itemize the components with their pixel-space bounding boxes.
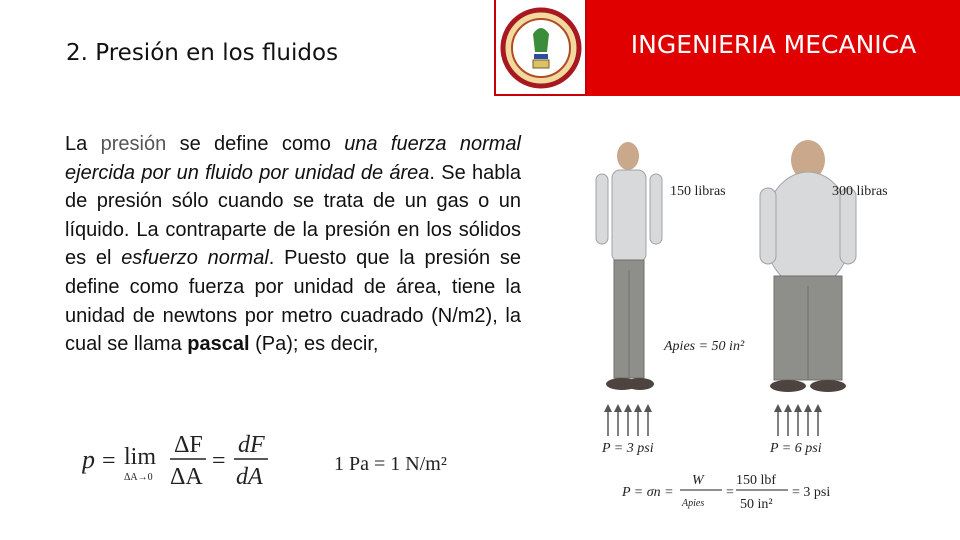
- pressure-formula: [82, 424, 482, 494]
- formula-lim-sub: ΔA→0: [124, 472, 153, 483]
- formula-p: p: [82, 445, 95, 474]
- label-300-libras: 300 libras: [832, 184, 888, 199]
- formula-lim: lim: [124, 444, 157, 470]
- heavy-man-figure: [760, 140, 856, 392]
- label-150-libras: 150 libras: [670, 184, 726, 199]
- keyword-presion: presión: [100, 133, 167, 155]
- banner-title: INGENIERIA MECANICA: [630, 30, 917, 59]
- header-banner: [587, 0, 960, 96]
- formula-unit: 1 Pa = 1 N/m²: [334, 453, 447, 475]
- formula-num2: dF: [238, 432, 265, 458]
- formula-eq2: =: [212, 448, 226, 474]
- text-run: . Puesto que la presión se define como fuerza por unidad de área, tiene la unidad de newtons por metro cuadrado (N/m2), la cual se llama: [65, 247, 521, 356]
- term-pascal: pascal: [187, 333, 250, 356]
- label-area-pies: Apies = 50 in²: [664, 339, 745, 354]
- term-esfuerzo-normal: esfuerzo normal: [121, 247, 269, 270]
- eq-w: W: [692, 473, 704, 488]
- university-seal-icon: [500, 4, 582, 90]
- text-run: La: [65, 133, 101, 155]
- slide-title: 2. Presión en los fluidos: [66, 40, 339, 66]
- eq-eq: =: [726, 485, 734, 500]
- thin-man-figure: [596, 142, 662, 390]
- label-p-3psi: P = 3 psi: [602, 441, 654, 456]
- body-paragraph: [65, 130, 521, 359]
- eq-res: = 3 psi: [792, 485, 831, 500]
- definition-phrase: una fuerza normal ejercida por un fluido por unidad de área: [65, 133, 521, 184]
- formula-num1: ΔF: [174, 432, 203, 458]
- pressure-arrows-right: [778, 410, 818, 436]
- eq-num: 150 lbf: [736, 473, 777, 488]
- formula-den2: dA: [236, 464, 263, 490]
- text-run: . Se habla de presión sólo cuando se trata de un gas o un líquido. La contraparte de la presión en los sólidos es el: [65, 161, 521, 270]
- arrowheads: [604, 404, 822, 412]
- label-p-6psi: P = 6 psi: [770, 441, 822, 456]
- university-logo: [494, 0, 587, 96]
- eq-den: 50 in²: [740, 497, 773, 512]
- pressure-arrows-left: [608, 410, 648, 436]
- formula-eq1: =: [102, 448, 116, 474]
- text-run: se define como: [166, 133, 345, 155]
- pressure-illustration: [586, 140, 946, 520]
- text-run: (Pa); es decir,: [249, 333, 379, 356]
- eq-lhs: P = σn =: [622, 485, 674, 500]
- eq-a: Apies: [682, 498, 705, 509]
- formula-den1: ΔA: [170, 464, 203, 490]
- stress-equation: [621, 473, 830, 512]
